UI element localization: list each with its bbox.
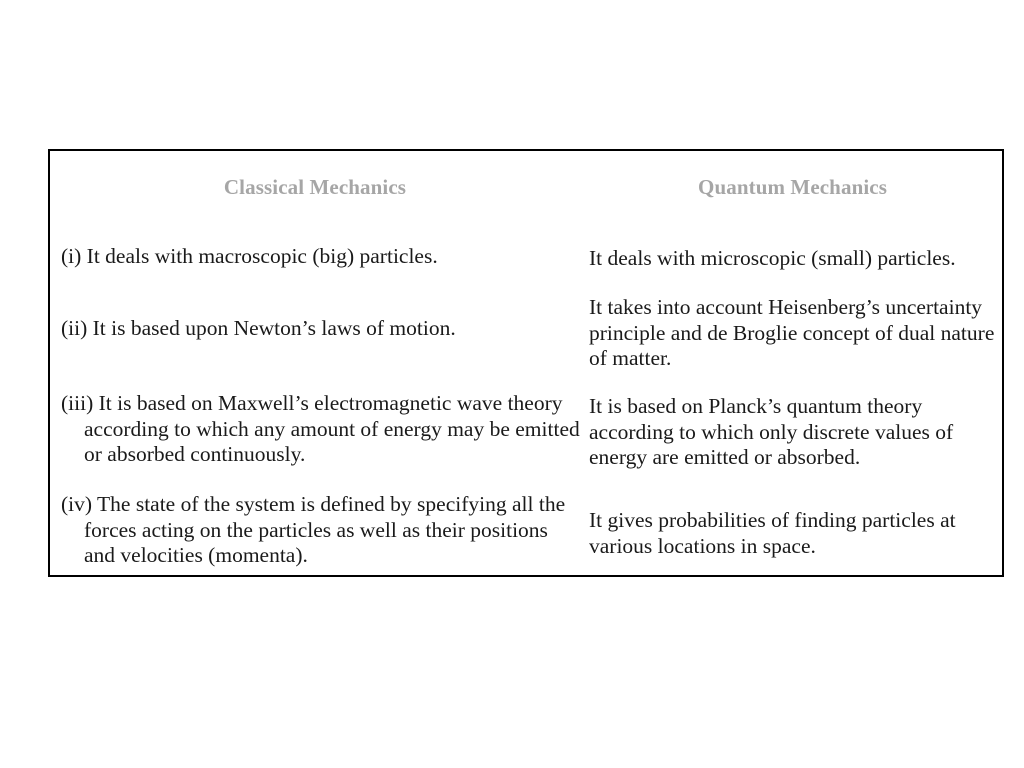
header-quantum-mechanics: Quantum Mechanics <box>698 175 887 199</box>
classical-point-2 <box>61 316 581 342</box>
quantum-point-4: It gives probabilities of finding particles at various locations in space. <box>589 508 956 558</box>
classical-point-2-text: (ii) It is based upon Newton’s laws of motion. <box>61 316 456 340</box>
classical-point-1 <box>61 244 581 270</box>
quantum-point-2: It takes into account Heisenberg’s uncertainty principle and de Broglie concept of dual nature of matter. <box>589 295 995 370</box>
comparison-table <box>48 149 1004 577</box>
classical-point-3-text: (iii) It is based on Maxwell’s electromagnetic wave theory according to which any amount of energy may be emitted or absorbed continuously. <box>61 391 580 466</box>
classical-point-3 <box>61 391 581 468</box>
classical-point-4-text: (iv) The state of the system is defined by specifying all the forces acting on the particles as well as their positions and velocities (momenta). <box>61 492 566 567</box>
classical-point-4 <box>61 492 581 569</box>
quantum-point-3: It is based on Planck’s quantum theory according to which only discrete values of energy are emitted or absorbed. <box>589 394 954 469</box>
header-classical-mechanics: Classical Mechanics <box>223 175 407 199</box>
quantum-point-1: It deals with microscopic (small) particles. <box>589 246 956 270</box>
classical-point-1-text: (i) It deals with macroscopic (big) particles. <box>61 244 438 268</box>
